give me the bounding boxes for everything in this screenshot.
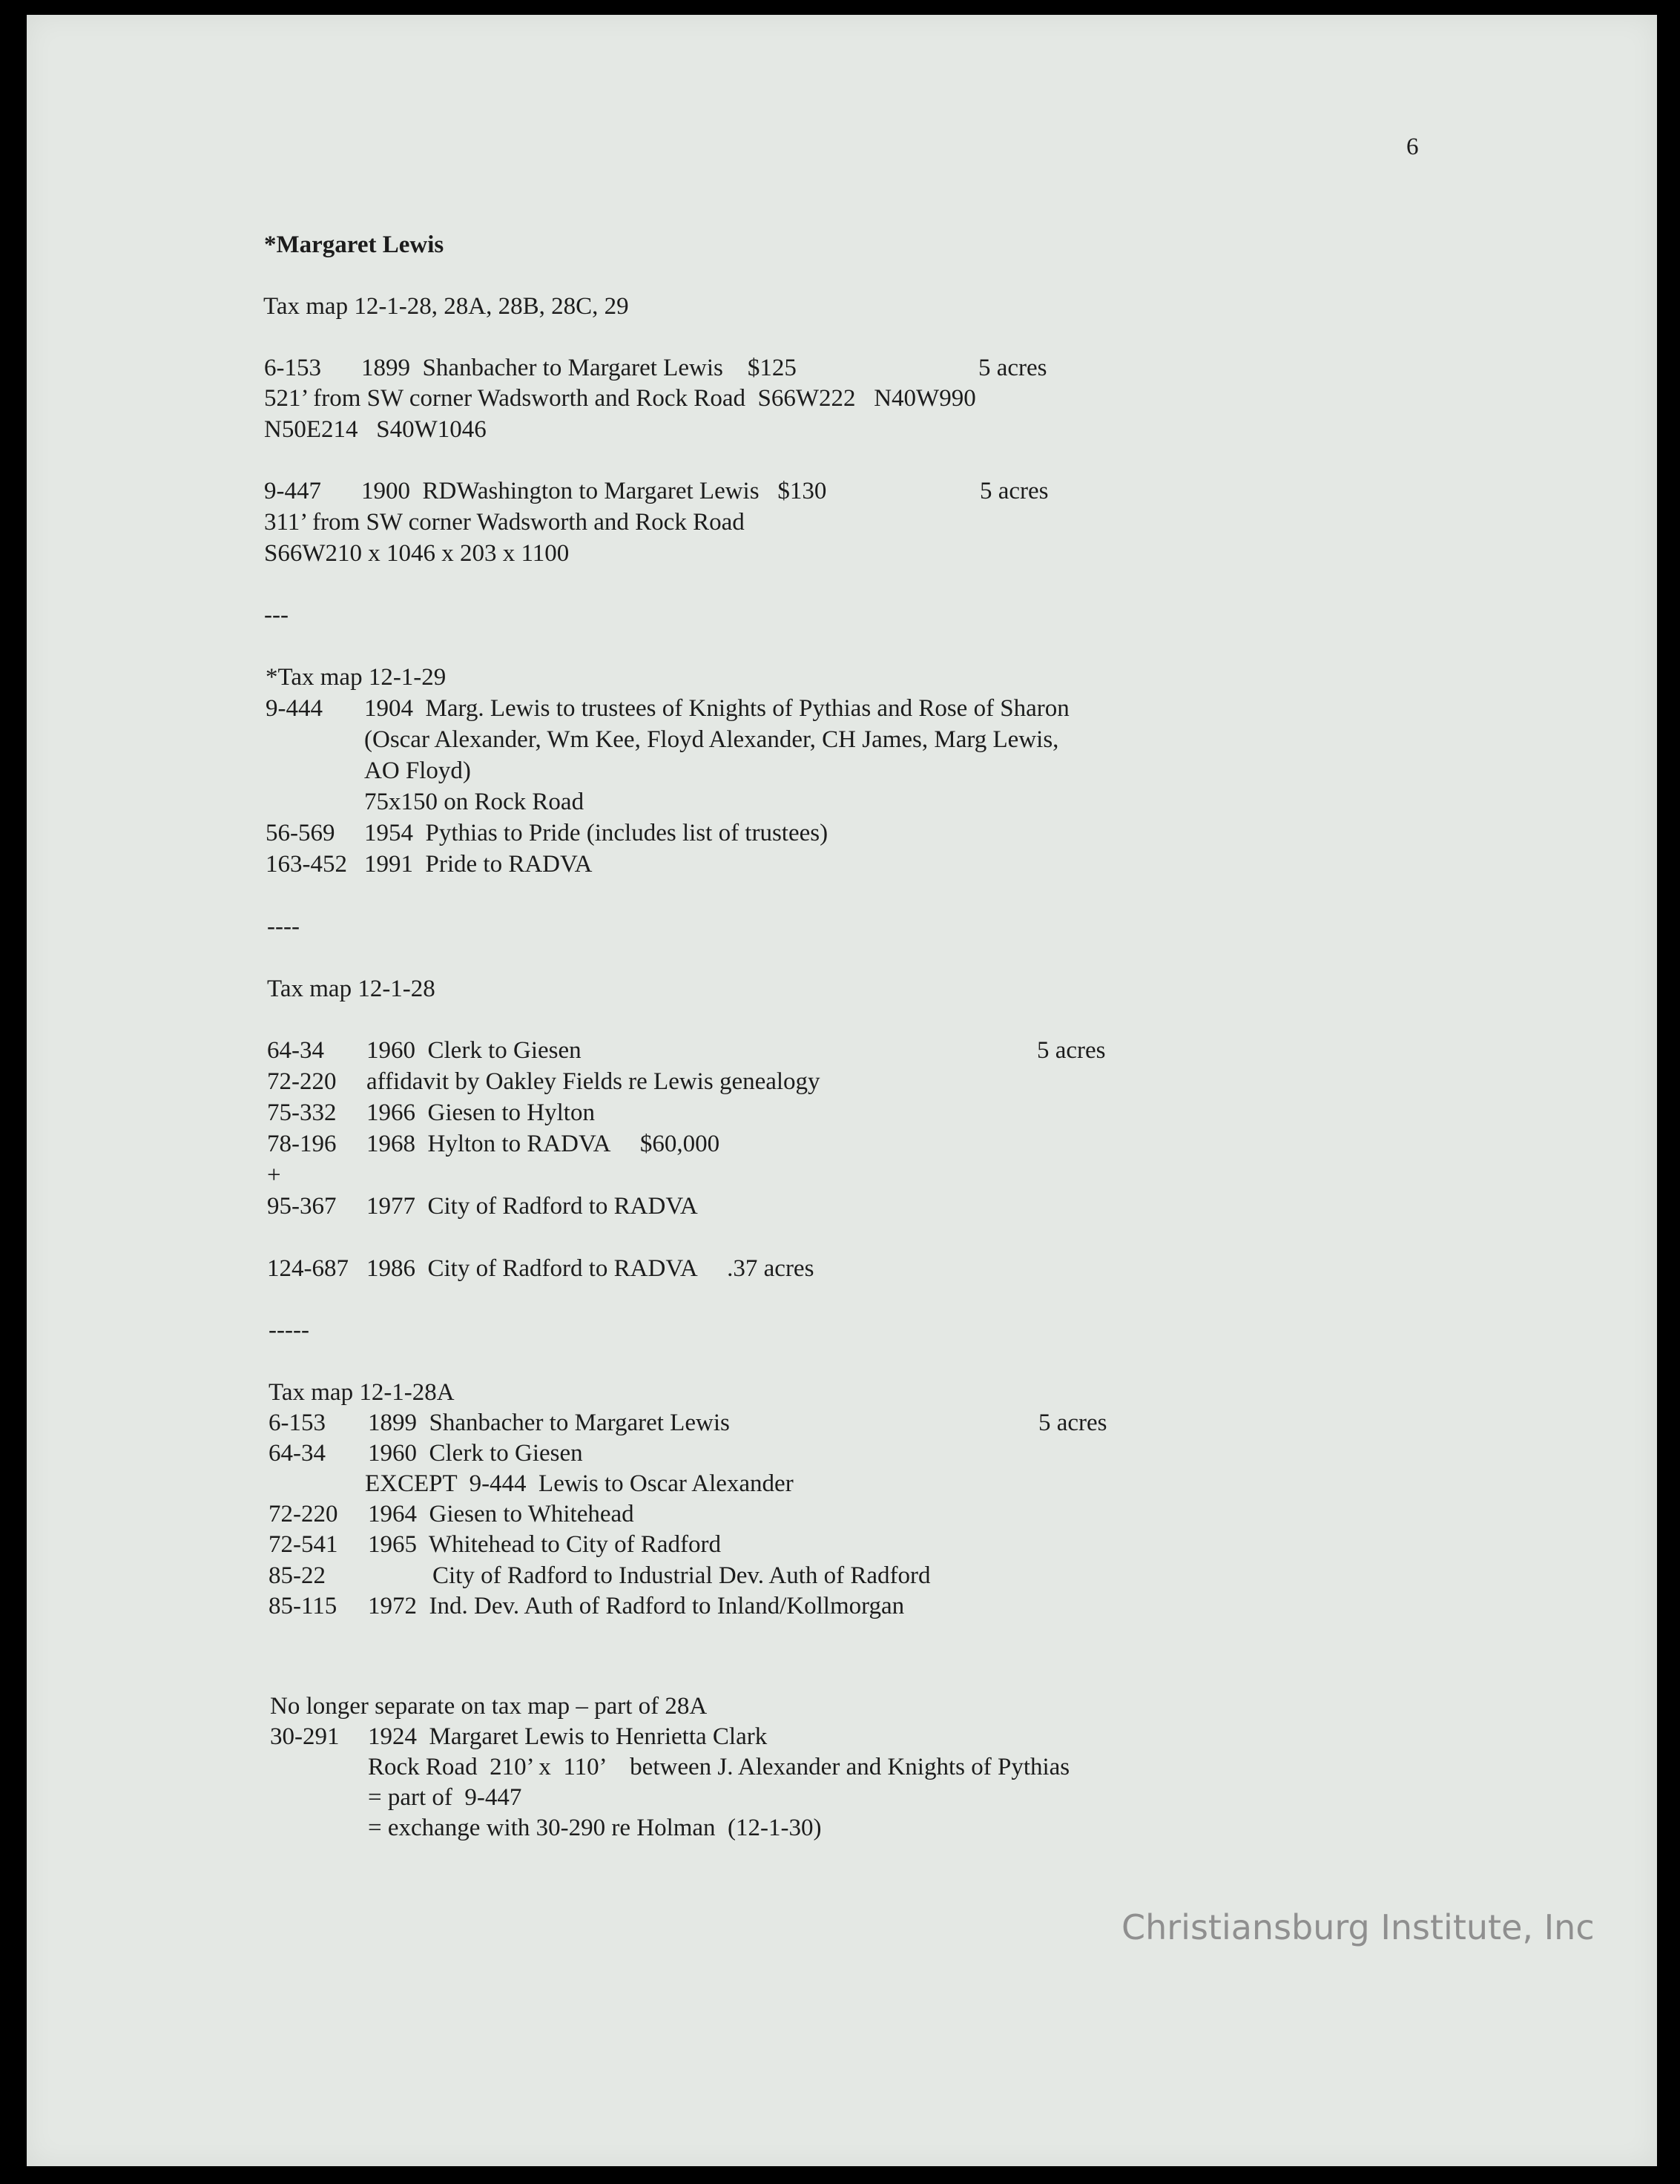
deed-acreage: 5 acres	[1038, 1410, 1107, 1436]
deed-entry: 1899 Shanbacher to Margaret Lewis	[368, 1410, 730, 1436]
deed-ref: 9-447	[264, 478, 321, 504]
deed-entry: 1960 Clerk to Giesen	[366, 1037, 582, 1064]
section-title: *Tax map 12-1-29	[266, 664, 447, 691]
deed-ref: 64-34	[267, 1037, 324, 1064]
deed-ref: 78-196	[267, 1131, 337, 1157]
section-title: Tax map 12-1-28, 28A, 28B, 28C, 29	[263, 293, 629, 320]
deed-entry: 1964 Giesen to Whitehead	[368, 1501, 634, 1527]
deed-detail: = exchange with 30-290 re Holman (12-1-30)	[368, 1815, 822, 1841]
deed-entry: 1977 City of Radford to RADVA	[366, 1193, 698, 1220]
document-heading: *Margaret Lewis	[264, 231, 444, 258]
deed-entry: 1991 Pride to RADVA	[364, 851, 593, 878]
deed-ref: 9-444	[266, 695, 323, 722]
deed-ref: 85-22	[269, 1562, 326, 1589]
section-title: Tax map 12-1-28	[267, 976, 435, 1002]
deed-detail: 75x150 on Rock Road	[364, 789, 584, 815]
deed-entry: 1972 Ind. Dev. Auth of Radford to Inland/Kollmorgan	[368, 1593, 905, 1619]
deed-ref: 163-452	[266, 851, 347, 878]
watermark: Christiansburg Institute, Inc	[1121, 1907, 1595, 1947]
deed-entry: 1900 RDWashington to Margaret Lewis $130	[361, 478, 827, 504]
deed-ref: 72-541	[269, 1531, 338, 1558]
deed-entry: City of Radford to Industrial Dev. Auth of Radford	[432, 1562, 931, 1589]
page-number: 6	[1406, 134, 1419, 160]
deed-ref: 56-569	[266, 820, 335, 846]
deed-ref: 72-220	[267, 1068, 337, 1095]
deed-detail: S66W210 x 1046 x 203 x 1100	[264, 540, 570, 567]
deed-ref: 30-291	[270, 1723, 340, 1750]
deed-ref: 124-687	[267, 1255, 349, 1282]
deed-entry: 1966 Giesen to Hylton	[366, 1099, 595, 1126]
deed-detail: EXCEPT 9-444 Lewis to Oscar Alexander	[365, 1470, 794, 1497]
deed-ref: 85-115	[269, 1593, 337, 1619]
deed-acreage: 5 acres	[1037, 1037, 1106, 1064]
deed-detail: = part of 9-447	[368, 1784, 522, 1811]
deed-entry: 1968 Hylton to RADVA $60,000	[366, 1131, 720, 1157]
deed-entry: affidavit by Oakley Fields re Lewis genealogy	[366, 1068, 820, 1095]
deed-acreage: 5 acres	[978, 355, 1047, 381]
deed-entry: 1924 Margaret Lewis to Henrietta Clark	[368, 1723, 768, 1750]
deed-detail: Rock Road 210’ x 110’ between J. Alexander and Knights of Pythias	[368, 1754, 1070, 1780]
section-separator: ---	[264, 602, 289, 628]
deed-detail: N50E214 S40W1046	[264, 416, 487, 443]
deed-ref: 72-220	[269, 1501, 338, 1527]
deed-entry: 1965 Whitehead to City of Radford	[368, 1531, 721, 1558]
section-separator: -----	[269, 1317, 309, 1343]
deed-detail: 311’ from SW corner Wadsworth and Rock Road	[264, 509, 745, 536]
section-separator: ----	[267, 913, 300, 940]
deed-ref: 75-332	[267, 1099, 337, 1126]
deed-entry: 1986 City of Radford to RADVA .37 acres	[366, 1255, 814, 1282]
deed-entry: 1904 Marg. Lewis to trustees of Knights of Pythias and Rose of Sharon	[364, 695, 1070, 722]
deed-entry: 1960 Clerk to Giesen	[368, 1440, 583, 1467]
deed-entry: 1899 Shanbacher to Margaret Lewis $125	[361, 355, 797, 381]
section-title: No longer separate on tax map – part of 28A	[270, 1693, 708, 1720]
deed-acreage: 5 acres	[980, 478, 1049, 504]
deed-ref: 64-34	[269, 1440, 326, 1467]
deed-detail: 521’ from SW corner Wadsworth and Rock Road S66W222 N40W990	[264, 385, 976, 412]
deed-detail: +	[267, 1162, 281, 1188]
deed-detail: AO Floyd)	[364, 757, 471, 784]
deed-ref: 6-153	[269, 1410, 326, 1436]
deed-detail: (Oscar Alexander, Wm Kee, Floyd Alexander, CH James, Marg Lewis,	[364, 726, 1059, 753]
deed-ref: 95-367	[267, 1193, 337, 1220]
document-page	[27, 15, 1657, 2166]
section-title: Tax map 12-1-28A	[269, 1379, 455, 1406]
deed-entry: 1954 Pythias to Pride (includes list of trustees)	[364, 820, 829, 846]
deed-ref: 6-153	[264, 355, 321, 381]
